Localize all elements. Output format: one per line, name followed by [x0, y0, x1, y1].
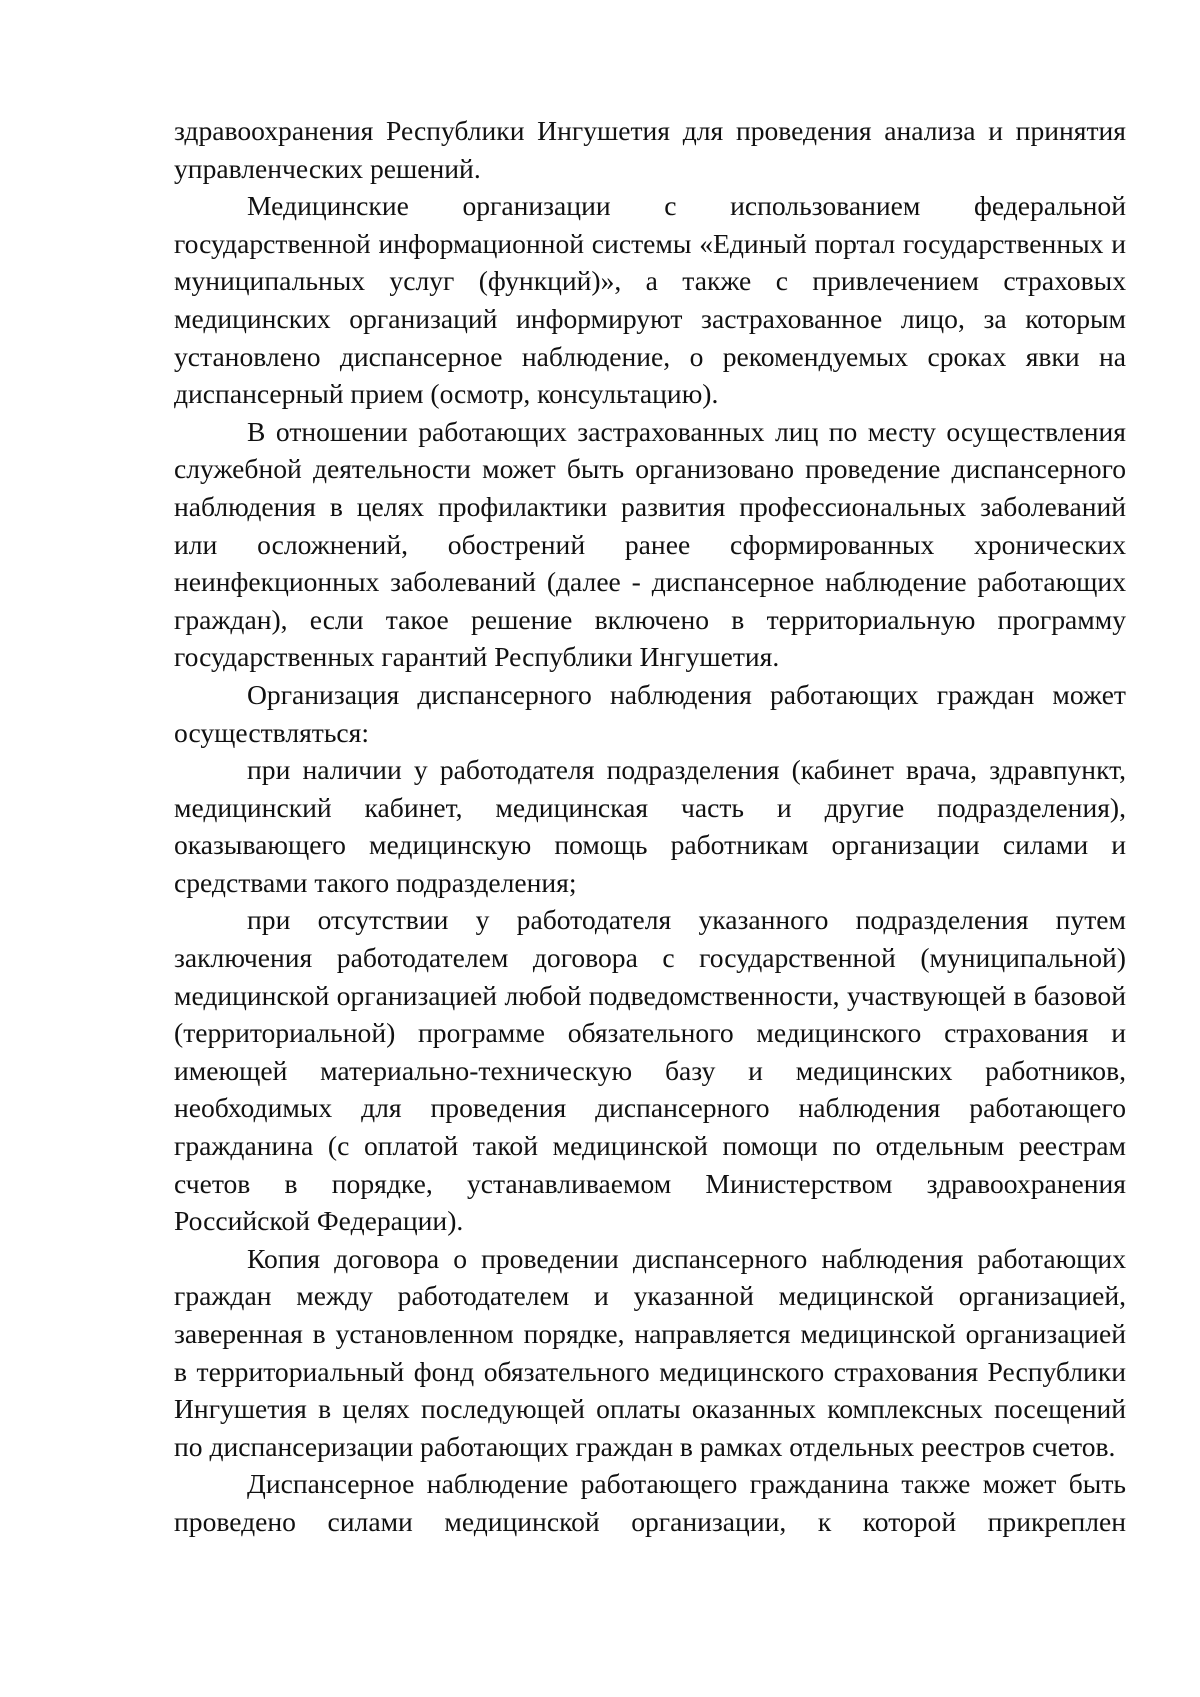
- paragraph-2: Медицинские организации с использованием федеральной государственной информационной системы «Единый портал государственных и муниципальных услуг (функций)», а также с привлечением страховых медицинских организаций информируют застрахованное лицо, за которым установлено диспансерное наблюдение, о рекомендуемых сроках явки на диспансерный прием (осмотр, консультацию).: [174, 190, 1126, 410]
- paragraph-5: при наличии у работодателя подразделения (кабинет врача, здравпункт, медицинский кабинет, медицинская часть и другие подразделения), оказывающего медицинскую помощь работникам организации силами и средствами такого подразделения;: [174, 754, 1126, 898]
- paragraph-7: Копия договора о проведении диспансерного наблюдения работающих граждан между работодателем и указанной медицинской организацией, заверенная в установленном порядке, направляется медицинской организацией в территориальный фонд обязательного медицинского страхования Республики Ингушетия в целях последующей оплаты оказанных комплексных посещений по диспансеризации работающих граждан в рамках отдельных реестров счетов.: [174, 1242, 1126, 1462]
- paragraph-4: Организация диспансерного наблюдения работающих граждан может осуществляться:: [174, 678, 1126, 748]
- paragraph-8: Диспансерное наблюдение работающего гражданина также может быть проведено силами медицинской организации, к которой прикреплен: [174, 1468, 1126, 1537]
- paragraph-1: здравоохранения Республики Ингушетия для проведения анализа и принятия управленческих решений.: [174, 115, 1126, 184]
- document-body: [174, 112, 1126, 1541]
- paragraph-6: при отсутствии у работодателя указанного подразделения путем заключения работодателем договора с государственной (муниципальной) медицинской организацией любой подведомственности, участвующей в базовой (территориальной) программе обязательного медицинского страхования и имеющей материально-техническую базу и медицинских работников, необходимых для проведения диспансерного наблюдения работающего гражданина (с оплатой такой медицинской помощи по отдельным реестрам счетов в порядке, устанавливаемом Министерством здравоохранения Российской Федерации).: [174, 904, 1126, 1237]
- paragraph-3: В отношении работающих застрахованных лиц по месту осуществления служебной деятельности может быть организовано проведение диспансерного наблюдения в целях профилактики развития профессиональных заболеваний или осложнений, обострений ранее сформированных хронических неинфекционных заболеваний (далее - диспансерное наблюдение работающих граждан), если такое решение включено в территориальную программу государственных гарантий Республики Ингушетия.: [174, 415, 1126, 673]
